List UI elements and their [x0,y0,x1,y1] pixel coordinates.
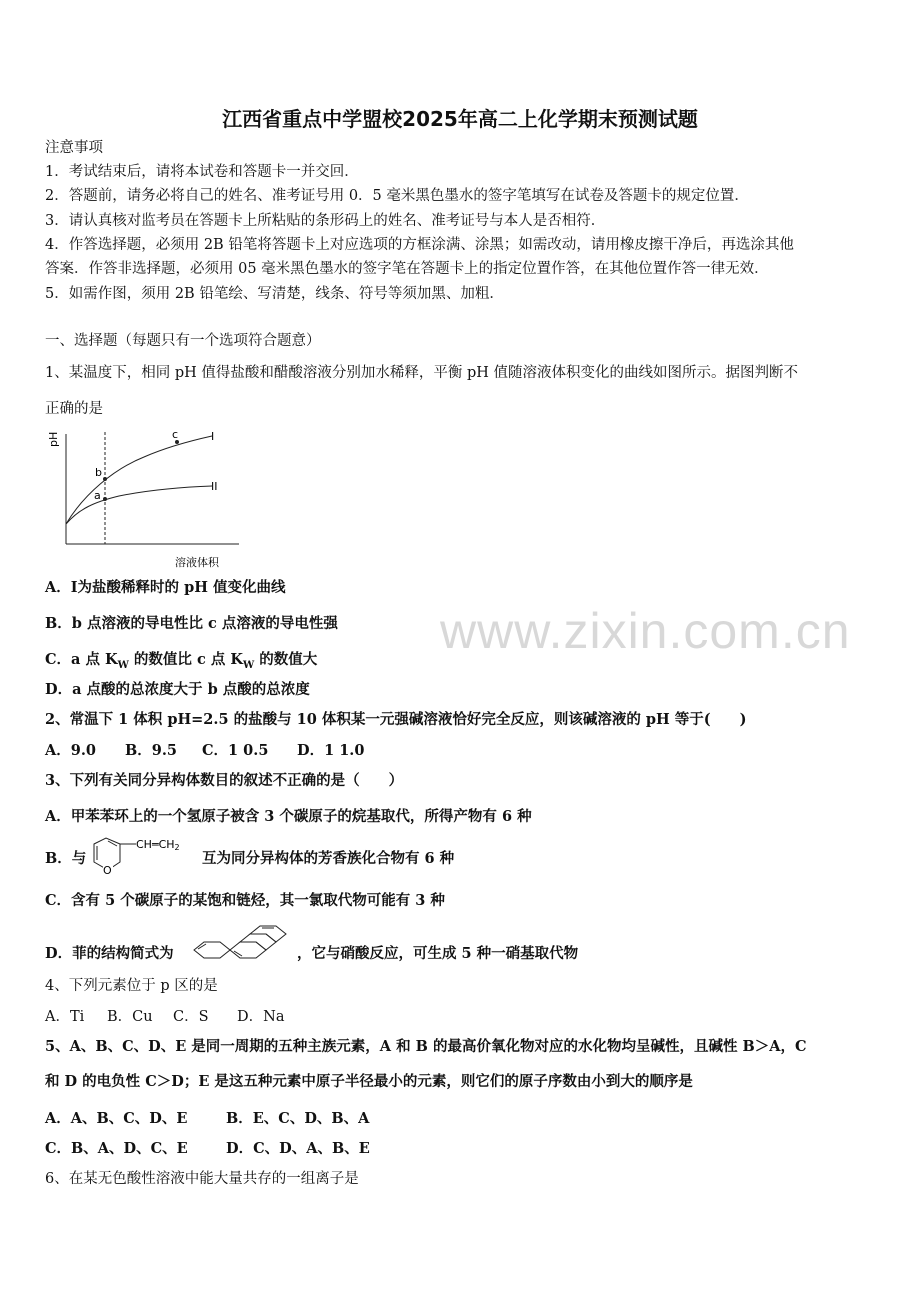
q6-stem: 6、在某无色酸性溶液中能大量共存的一组离子是 [45,1171,359,1187]
phenanthrene-structure [186,918,296,964]
q5-option-b: B．E、C、D、B、A [226,1110,370,1127]
q3-stem: 3、下列有关同分异构体数目的叙述不正确的是（ ） [45,772,404,789]
q1-stem-line1: 1、某温度下，相同 pH 值得盐酸和醋酸溶液分别加水稀释，平衡 pH 值随溶液体积变化的曲线如图所示。据图判断不 [45,365,799,381]
q3-option-c: C．含有 5 个碳原子的某饱和链烃，其一氯取代物可能有 3 种 [45,892,445,909]
point-label-a: a [94,489,101,502]
q4-options: A．Ti B．Cu C．S D．Na [45,1009,285,1025]
q3-option-a: A．甲苯苯环上的一个氢原子被含 3 个碳原子的烷基取代，所得产物有 6 种 [45,808,532,825]
q2-stem: 2、常温下 1 体积 pH=2.5 的盐酸与 10 体积某一元强碱溶液恰好完全反应，则该碱溶液的 pH 等于( ) [45,711,747,728]
pyran-vinyl-structure [86,834,202,882]
point-label-c: c [172,428,179,441]
ph-dilution-graph [44,424,244,570]
q2-options: A．9.0 B．9.5 C．1 0.5 D．1 1.0 [45,742,365,759]
y-axis-label: pH [47,431,60,447]
q5-option-c: C．B、A、D、C、E [45,1140,188,1157]
notice-item-5: 5．如需作图，须用 2B 铅笔绘、写清楚，线条、符号等须加黑、加粗． [45,286,504,302]
notice-item-2: 2．答题前，请务必将自己的姓名、准考证号用 0．5 毫米黑色墨水的签字笔填写在试卷及答题卡的规定位置． [45,188,749,204]
notice-item-4: 4．作答选择题，必须用 2B 铅笔将答题卡上对应选项的方框涂满、涂黑；如需改动，请用橡皮擦干净后，再选涂其他 [45,237,794,253]
q1-option-b: B．b 点溶液的导电性比 c 点溶液的导电性强 [45,615,338,632]
section-heading: 一、选择题（每题只有一个选项符合题意） [45,333,321,349]
q3-option-b-post: 互为同分异构体的芳香族化合物有 6 种 [202,850,455,867]
q3-option-d-pre: D．菲的结构简式为 [45,945,174,962]
q4-stem: 4、下列元素位于 p 区的是 [45,978,218,994]
notice-item-1: 1．考试结束后，请将本试卷和答题卡一并交回． [45,164,359,180]
watermark: www.zixin.com.cn [440,603,851,659]
point-a [103,497,107,501]
q5-stem-line2: 和 D 的电负性 C＞D；E 是这五种元素中原子半径最小的元素，则它们的原子序数由小到大的顺序是 [45,1073,693,1090]
notice-item-3: 3．请认真核对监考员在答题卡上所粘贴的条形码上的姓名、准考证号与本人是否相符． [45,213,606,229]
oxygen-atom-label: O [103,864,112,877]
curve-label-1: I [211,430,215,443]
q5-stem-line1: 5、A、B、C、D、E 是同一周期的五种主族元素，A 和 B 的最高价氧化物对应的水化物均呈碱性，且碱性 B＞A，C [45,1038,807,1055]
vinyl-group-label: CH═CH2 [136,838,180,852]
notice-heading: 注意事项 [45,140,103,156]
q5-option-d: D．C、D、A、B、E [226,1140,370,1157]
page-title: 江西省重点中学盟校2025年高二上化学期末预测试题 [222,107,698,131]
q1-stem-line2: 正确的是 [45,401,103,417]
q1-option-d: D．a 点酸的总浓度大于 b 点酸的总浓度 [45,681,310,698]
q1-option-c: C．a 点 $K_W$ 的数值比 c 点 $K_W$ 的数值大 [45,651,318,671]
q5-option-a: A．A、B、C、D、E [45,1110,188,1127]
curve-label-2: II [211,480,218,493]
q1-option-a: A．Ⅰ为盐酸稀释时的 pH 值变化曲线 [45,579,286,596]
notice-item-4-cont: 答案．作答非选择题，必须用 05 毫米黑色墨水的签字笔在答题卡上的指定位置作答，在其他位置作答一律无效． [45,261,769,277]
point-b [103,477,107,481]
point-label-b: b [95,466,102,479]
q3-option-b-pre: B．与 [45,850,87,867]
x-axis-label: 溶液体积 [175,556,219,569]
q3-option-d-post: ，它与硝酸反应，可生成 5 种一硝基取代物 [297,945,579,962]
